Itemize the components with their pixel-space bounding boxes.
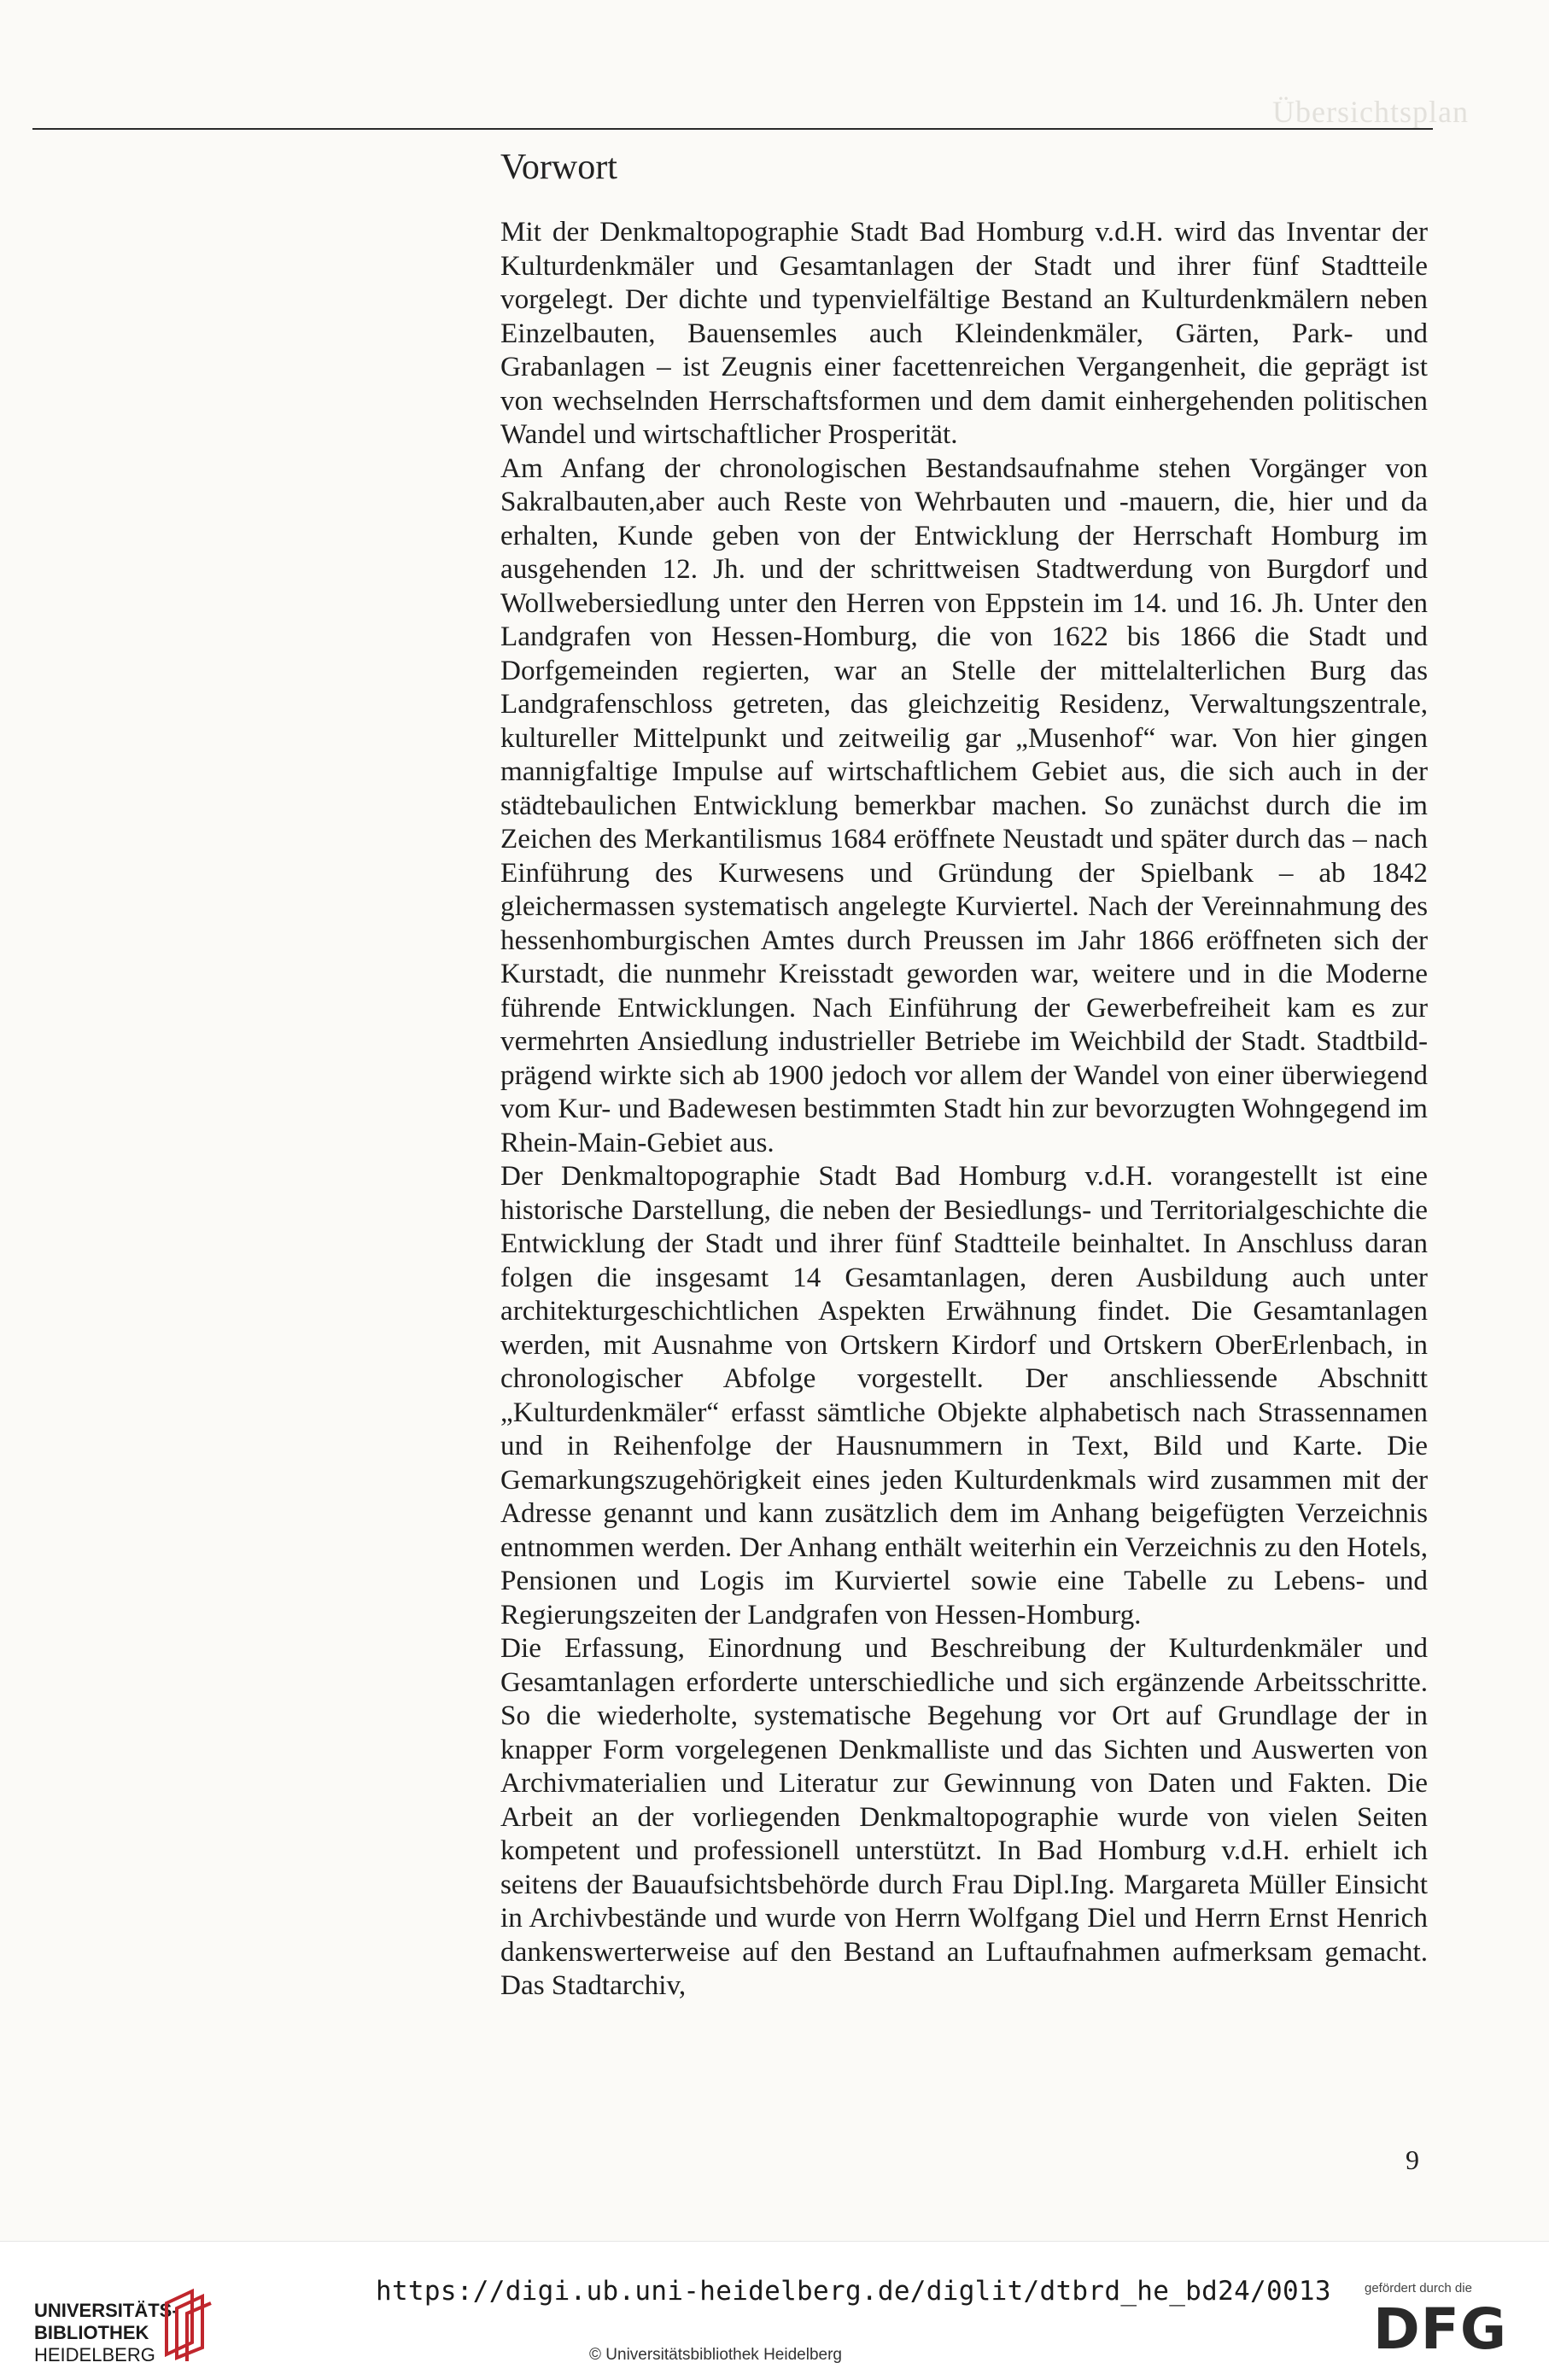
- paragraph: Die Erfassung, Einordnung und Beschreibung der Kulturdenkmäler und Gesamtanlagen erforderte unterschiedliche und sich ergänzende Arbeitsschritte. So die wiederholte, systematische Begehung vor Ort auf Grundlage der in knapper Form vorgelegenen Denkmalliste und das Sichten und Auswerten von Archivmaterialien und Literatur zur Gewinnung von Daten und Fakten. Die Arbeit an der vorliegenden Denkmaltopographie wurde von vielen Seiten kompetent und professionell unterstützt. In Bad Homburg v.d.H. erhielt ich seitens der Bauaufsichtsbehörde durch Frau Dipl.Ing. Margareta Müller Einsicht in Archivbestände und wurde von Herrn Wolfgang Diel und Herrn Ernst Henrich dankenswerterweise auf den Bestand an Luftaufnahmen aufmerksam gemacht. Das Stadtarchiv,: [500, 1632, 1428, 2001]
- page-number: 9: [1406, 2144, 1419, 2175]
- dfg-logo: DFG: [1373, 2296, 1508, 2362]
- library-name-line3: HEIDELBERG: [34, 2344, 155, 2365]
- library-name-line2: BIBLIOTHEK: [34, 2322, 149, 2343]
- show-through-title: Übersichtsplan: [1272, 95, 1469, 129]
- paragraph: Der Denkmaltopographie Stadt Bad Homburg v.d.H. vorangestellt ist eine historische Darstellung, die neben der Besiedlungs- und Territorialgeschichte die Entwicklung der Stadt und ihrer fünf Stadtteile beinhaltet. In Anschluss daran folgen die insgesamt 14 Gesamtanlagen, deren Ausbildung auch unter architekturgeschichtlichen Aspekten Erwähnung findet. Die Gesamtanlagen werden, mit Ausnahme von Ortskern Kirdorf und Ortskern OberErlenbach, in chronologischer Abfolge vorgestellt. Der anschliessende Abschnitt „Kulturdenkmäler“ erfasst sämtliche Objekte alphabetisch nach Strassennamen und in Reihenfolge der Hausnummern in Text, Bild und Karte. Die Gemarkungszugehörigkeit eines jeden Kulturdenkmals wird zusammen mit der Adresse genannt und kann zusätzlich dem im Anhang beigefügten Verzeichnis entnommen werden. Der Anhang enthält weiterhin ein Verzeichnis zu den Hotels, Pensionen und Logis im Kurviertel sowie eine Tabelle zu Lebens- und Regierungszeiten der Landgrafen von Hessen-Homburg.: [500, 1160, 1428, 1630]
- library-logo-icon: [158, 2286, 218, 2363]
- permalink-url[interactable]: https://digi.ub.uni-heidelberg.de/diglit/dtbrd_he_bd24/0013: [376, 2276, 1331, 2307]
- footer-bar: [0, 2241, 1549, 2380]
- library-name-line1: UNIVERSITÄTS-: [34, 2300, 178, 2321]
- paragraph: Am Anfang der chronologischen Bestandsaufnahme stehen Vorgänger von Sakralbauten,aber auch Reste von Wehrbauten und -mauern, die, hier und da erhalten, Kunde geben von der Entwicklung der Herrschaft Homburg im ausgehenden 12. Jh. und der schrittweisen Stadtwerdung von Burgdorf und Wollwebersiedlung unter den Herren von Eppstein im 14. und 16. Jh. Unter den Landgrafen von Hessen-Homburg, die von 1622 bis 1866 die Stadt und Dorfgemeinden regierten, war an Stelle der mittelalterlichen Burg das Landgrafenschloss getreten, das gleichzeitig Residenz, Verwaltungszentrale, kultureller Mittelpunkt und zeitweilig gar „Musenhof“ war. Von hier gingen mannigfaltige Impulse auf wirtschaftlichem Gebiet aus, die sich auch in der städtebaulichen Entwicklung bemerkbar machen. So zunächst durch die im Zeichen des Merkantilismus 1684 eröffnete Neustadt und später durch das – nach Einführung des Kurwesens und Gründung der Spielbank – ab 1842 gleichermassen systematisch angelegte Kurviertel. Nach der Vereinnahmung des hessenhomburgischen Amtes durch Preussen im Jahr 1866 eröffneten sich der Kurstadt, die nunmehr Kreisstadt geworden war, weitere und in die Moderne führende Entwicklungen. Nach Einführung der Gewerbefreiheit kam es zur vermehrten Ansiedlung industrieller Betriebe im Weichbild der Stadt. Stadtbildprägend wirkte sich ab 1900 jedoch vor allem der Wandel von einer überwiegend vom Kur- und Badewesen bestimmten Stadt hin zur bevorzugten Wohngegend im Rhein-Main-Gebiet aus.: [500, 452, 1428, 1158]
- header-rule: [32, 128, 1433, 130]
- paragraph: Mit der Denkmaltopographie Stadt Bad Homburg v.d.H. wird das Inventar der Kulturdenkmäler und Gesamtanlagen der Stadt und ihrer fünf Stadtteile vorgelegt. Der dichte und typenvielfältige Bestand an Kulturdenkmälern neben Einzelbauten, Bauensemles auch Kleindenkmäler, Gärten, Park- und Grabanlagen – ist Zeugnis einer facettenreichen Vergangenheit, die geprägt ist von wechselnden Herrschaftsformen und dem damit einhergehenden politischen Wandel und wirtschaftlicher Prosperität.: [500, 216, 1428, 450]
- body-text: [500, 215, 1428, 2003]
- dfg-caption: gefördert durch die: [1365, 2281, 1472, 2295]
- copyright-notice: © Universitätsbibliothek Heidelberg: [589, 2346, 842, 2364]
- library-logo-text: [34, 2300, 178, 2366]
- page-heading: Vorwort: [500, 148, 617, 187]
